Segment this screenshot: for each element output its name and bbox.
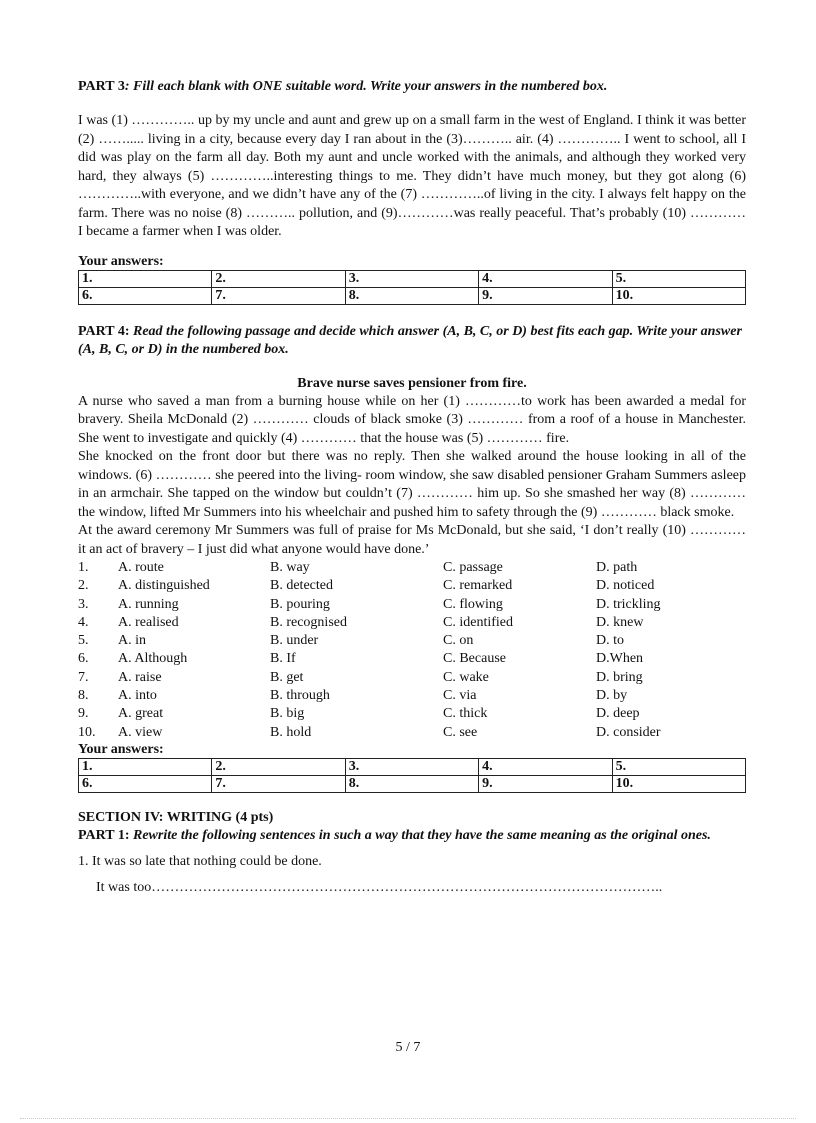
answer-cell-7[interactable]: 7. [212,287,345,304]
option-b: B. recognised [270,614,347,630]
option-c: C. remarked [443,578,513,594]
passage-paragraph-2: She knocked on the front door but there was no reply. Then she walked around the house looking in all of the windows. (6) ………… she peered into the living- room window, she saw disabled pensioner Graham Summers asleep in an armchair. She tapped on the window but couldn’t (7) ………… him up. So she smashed her way (8) ………… the window, lifted Mr Summers into his wheelchair and pushed him to safety through the (9) ………… black smoke. [78,449,746,520]
option-d: D. path [596,560,638,575]
part4-answers-label: Your answers: [78,741,164,757]
options-table [78,559,746,742]
option-c: C. Because [443,651,506,667]
option-a: A. Although [118,651,188,667]
option-row [78,705,746,723]
answer-cell-3[interactable]: 3. [345,758,478,775]
option-c: C. flowing [443,596,503,612]
option-b: B. detected [270,578,333,594]
option-row [78,724,746,742]
answer-cell-2[interactable]: 2. [212,270,345,287]
section4-title: SECTION IV: WRITING (4 pts) [78,809,274,825]
option-row [78,650,746,668]
option-b: B. hold [270,724,312,740]
answer-cell-10[interactable]: 10. [612,287,745,304]
passage-paragraph-1: A nurse who saved a man from a burning house while on her (1) …………to work has been awarded a medal for bravery. Sheila McDonald (2) ………… clouds of black smoke (3) ………… from a roof of a house in Manchester. She went to investigate and quickly (4) ………… that the house was (5) ………… fire. [78,393,746,446]
option-a: A. realised [118,614,179,630]
answer-cell-9[interactable]: 9. [479,287,612,304]
option-d: D.When [596,651,644,667]
option-a: A. raise [118,669,162,685]
option-row [78,559,746,577]
option-b: B. get [270,669,304,685]
option-d: D. by [596,688,628,704]
section4-part1-heading [78,827,746,845]
answer-cell-5[interactable]: 5. [612,758,745,775]
rewrite-sentence-1: 1. It was so late that nothing could be done. [78,853,322,869]
option-a: A. distinguished [118,578,210,594]
option-number: 9. [78,706,89,722]
option-b: B. big [270,706,305,722]
part3-answers-label: Your answers: [78,253,164,269]
answer-cell-6[interactable]: 6. [79,287,212,304]
option-d: D. noticed [596,578,655,594]
option-d: D. to [596,633,624,649]
answer-cell-5[interactable]: 5. [612,270,745,287]
answer-cell-9[interactable]: 9. [479,775,612,792]
section4-heading [78,809,746,827]
part3-instruction: : Fill each blank with ONE suitable word. Write your answers in the numbered box. [124,79,608,94]
option-number: 4. [78,614,89,630]
option-d: D. deep [596,706,640,722]
option-b: B. way [270,560,310,575]
answer-cell-7[interactable]: 7. [212,775,345,792]
option-c: C. via [443,688,477,704]
answer-cell-2[interactable]: 2. [212,758,345,775]
answer-cell-3[interactable]: 3. [345,270,478,287]
option-row [78,614,746,632]
option-row [78,577,746,595]
option-row [78,687,746,705]
option-row [78,669,746,687]
option-number: 5. [78,633,89,649]
option-row [78,632,746,650]
table-row [79,287,746,304]
page-bottom-divider [20,1118,796,1119]
rewrite-answer-line-1[interactable]: It was too……………………………………………………………………………………………….. [96,879,663,895]
part4-instruction: Read the following passage and decide which answer (A, B, C, or D) best fits each gap. Write your answer (A, B, C, or D) in the numbered box. [78,323,742,357]
option-c: C. passage [443,560,503,575]
option-number: 3. [78,596,89,612]
passage-paragraph-3: At the award ceremony Mr Summers was full of praise for Ms McDonald, but she said, ‘I don’t really (10) ………… it an act of bravery – I just did what anyone would have done.’ [78,523,746,557]
option-c: C. thick [443,706,488,722]
answer-cell-8[interactable]: 8. [345,775,478,792]
option-number: 2. [78,578,89,594]
part3-heading [78,78,746,96]
table-row [79,270,746,287]
option-a: A. route [118,560,164,575]
part3-answer-table [78,270,746,305]
answer-cell-10[interactable]: 10. [612,775,745,792]
option-number: 8. [78,688,89,704]
option-d: D. bring [596,669,643,685]
option-a: A. in [118,633,146,649]
option-b: B. through [270,688,330,704]
answer-cell-4[interactable]: 4. [479,270,612,287]
section4-part1-label: PART 1: [78,827,130,843]
worksheet-page [78,78,746,897]
part3-passage: I was (1) ………….. up by my uncle and aunt and grew up on a small farm in the west of England. I think it was better (2) ……..... living in a city, because every day I ran about in the (3)……….. air. (4) ………….. I went to school, all I did was play on the farm all day. Both my aunt and uncle worked with the animals, and although they worked very hard, they always (5) …………..interesting things to me. They didn’t have much money, but they got along (6) …………..with everyone, and we didn’t have any of the (7) …………..of living in the city. I always felt happy on the farm. There was no noise (8) ……….. pollution, and (9)…………was really peaceful. That’s probably (10) ………… I became a farmer when I was older. [78,113,746,239]
section4-part1-instruction: Rewrite the following sentences in such a way that they have the same meaning as the original ones. [133,827,711,843]
option-b: B. pouring [270,596,330,612]
part4-answer-table [78,758,746,793]
option-c: C. on [443,633,474,649]
option-d: D. trickling [596,596,661,612]
page-number: 5 / 7 [395,1040,421,1055]
answer-cell-8[interactable]: 8. [345,287,478,304]
answer-cell-1[interactable]: 1. [79,758,212,775]
option-b: B. If [270,651,296,667]
option-number: 1. [78,560,89,575]
answer-cell-6[interactable]: 6. [79,775,212,792]
option-row [78,596,746,614]
option-a: A. great [118,706,164,722]
option-b: B. under [270,633,319,649]
option-a: A. into [118,688,157,704]
option-c: C. identified [443,614,513,630]
option-c: C. wake [443,669,489,685]
option-a: A. view [118,724,163,740]
table-row [79,775,746,792]
option-c: C. see [443,724,478,740]
part3-label: PART 3 [78,79,125,94]
option-number: 10. [78,724,96,740]
option-number: 6. [78,651,89,667]
option-number: 7. [78,669,89,685]
option-d: D. consider [596,724,661,740]
part4-heading [78,323,746,359]
option-a: A. running [118,596,179,612]
option-d: D. knew [596,614,644,630]
part4-label: PART 4: [78,323,130,339]
answer-cell-4[interactable]: 4. [479,758,612,775]
answer-cell-1[interactable]: 1. [79,270,212,287]
passage-title: Brave nurse saves pensioner from fire. [297,375,527,391]
table-row [79,758,746,775]
